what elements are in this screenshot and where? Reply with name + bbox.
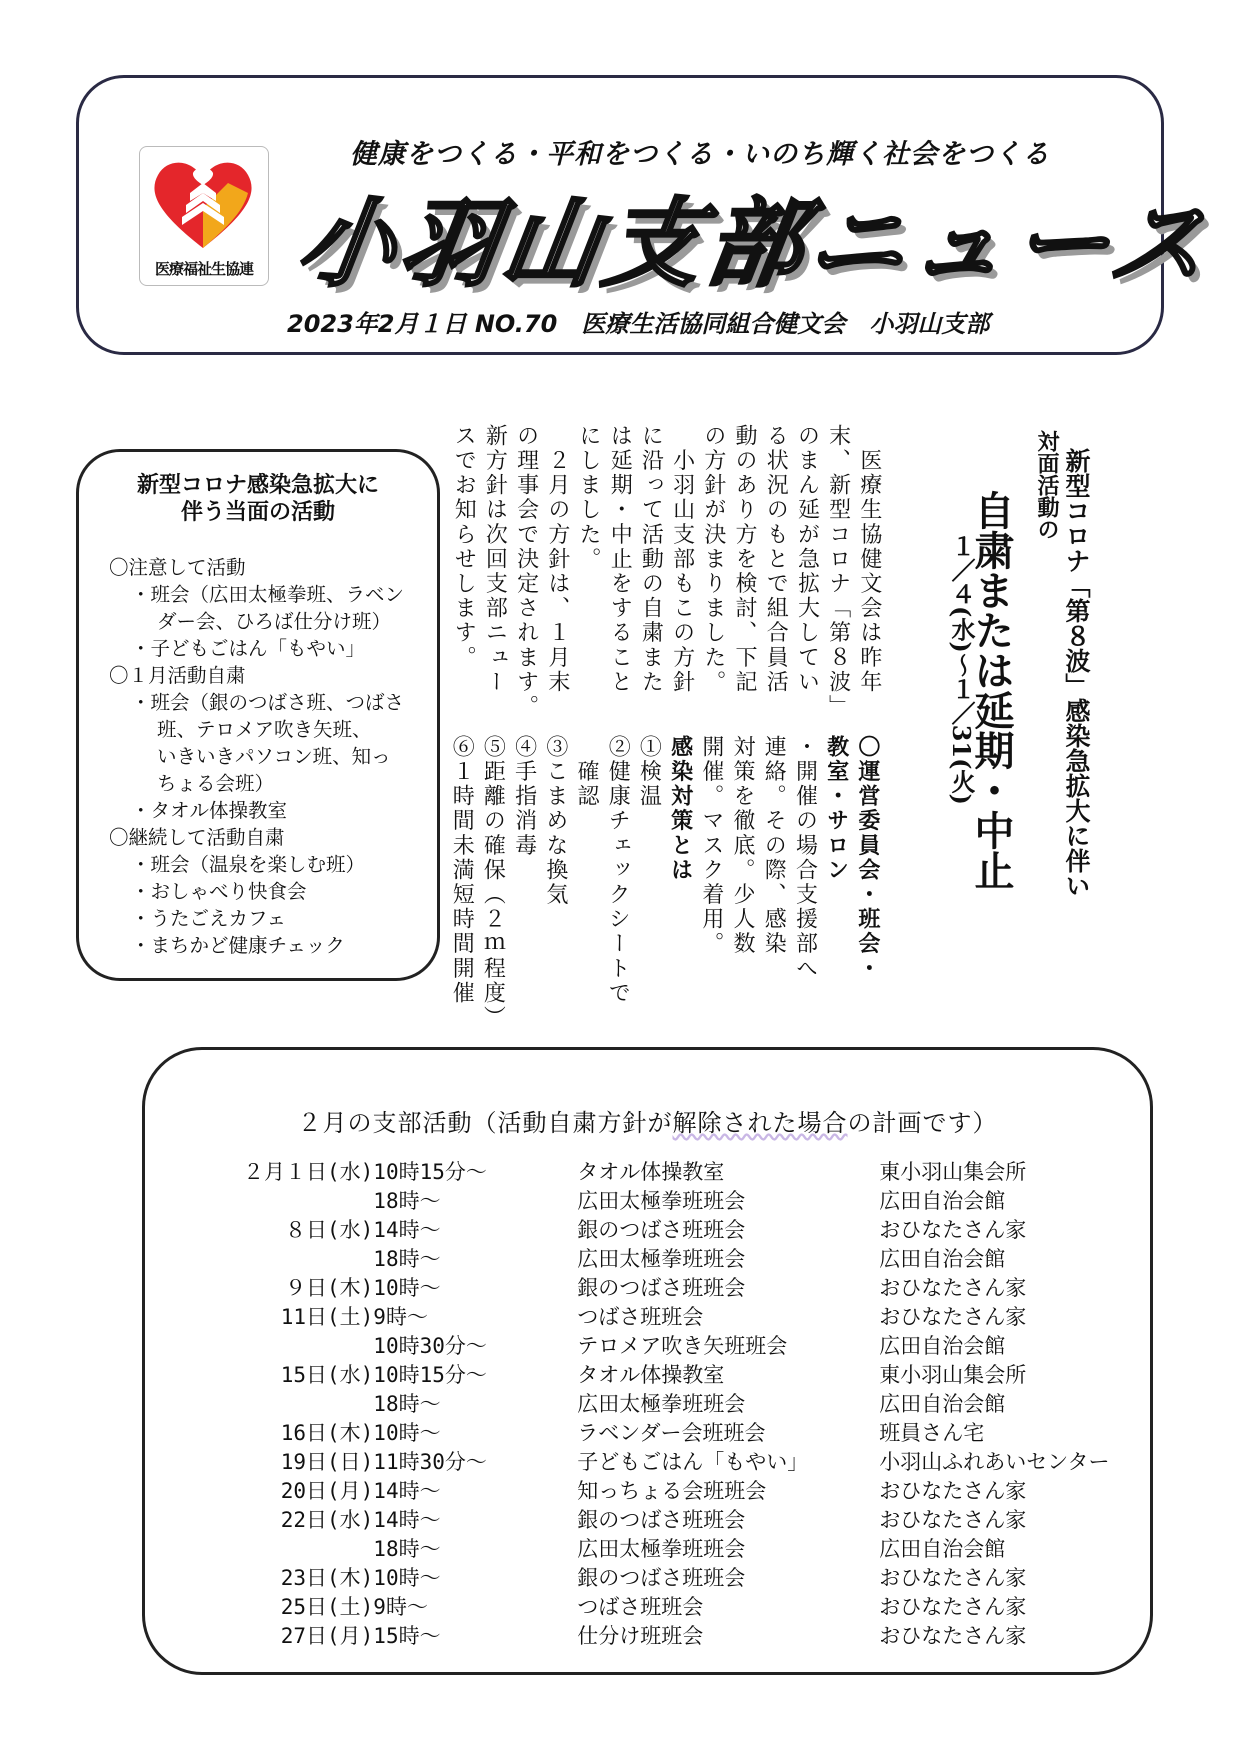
sidebar-list-item: ダー会、ひろば仕分け班） — [157, 610, 392, 633]
newsletter-title: 小羽山支部ニュース — [291, 188, 1221, 300]
schedule-date: 11日(土) — [280, 1305, 374, 1329]
body-line: 動のあり方を検討、下記 — [732, 424, 758, 695]
heart-hands-icon — [148, 153, 258, 253]
headline-sub: 対面活動の — [1034, 430, 1060, 540]
notes-line: ⑥１時間未満短時間開催 — [449, 735, 475, 1006]
schedule-title-underlined: 解除された場合 — [672, 1109, 848, 1137]
schedule-time: 18時～ — [373, 1189, 441, 1213]
coop-logo — [139, 146, 269, 286]
schedule-date: 22日(水) — [280, 1508, 374, 1532]
schedule-date: ９日(木) — [285, 1276, 374, 1300]
schedule-time: 9時～ — [373, 1305, 428, 1329]
schedule-title-post: の計画です） — [847, 1109, 998, 1137]
notes-line: ⑤距離の確保（２ｍ程度） — [480, 735, 506, 1031]
schedule-place: 広田自治会館 — [879, 1189, 1006, 1213]
schedule-time: 14時～ — [373, 1508, 441, 1532]
schedule-time: 10時15分～ — [373, 1363, 487, 1387]
infection-notes — [446, 735, 883, 1031]
schedule-row — [243, 1535, 1109, 1564]
sidebar-title-line2: 伴う当面の活動 — [180, 500, 335, 525]
schedule-date — [243, 1535, 373, 1564]
activity-status-box — [76, 449, 440, 981]
schedule-place: おひなたさん家 — [879, 1479, 1027, 1503]
body-line: る状況のもとで組合員活 — [763, 424, 789, 695]
schedule-activity: ラベンダー会班班会 — [577, 1421, 766, 1445]
headline-dates: １／４(水)～１／31(火) — [947, 534, 976, 805]
sidebar-list-item: ・まちかど健康チェック — [131, 934, 345, 957]
notes-line: ・開催の場合支援部へ — [792, 735, 818, 981]
schedule-activity: 広田太極拳班班会 — [577, 1247, 746, 1271]
schedule-date: 25日(土) — [280, 1595, 374, 1619]
schedule-date: 15日(水) — [280, 1363, 374, 1387]
schedule-place: おひなたさん家 — [879, 1595, 1027, 1619]
sidebar-title — [79, 472, 437, 526]
body-line: ２月の方針は、１月末 — [544, 424, 570, 695]
schedule-time: 10時～ — [373, 1566, 441, 1590]
notes-heading: 感染対策とは — [667, 735, 693, 883]
schedule-time: 10時～ — [373, 1276, 441, 1300]
schedule-date: ８日(水) — [285, 1218, 374, 1242]
notes-line: ④手指消毒 — [511, 735, 537, 858]
schedule-place: おひなたさん家 — [879, 1508, 1027, 1532]
schedule-activity: つばさ班班会 — [577, 1595, 704, 1619]
schedule-row — [243, 1593, 1109, 1622]
schedule-title-pre: ２月の支部活動（活動自粛方針が — [297, 1109, 673, 1137]
schedule-row — [243, 1158, 1109, 1187]
schedule-time: 10時30分～ — [373, 1334, 487, 1358]
body-line: に沿って活動の自粛また — [638, 424, 664, 695]
sidebar-title-line1: 新型コロナ感染急拡大に — [136, 473, 379, 498]
schedule-activity: つばさ班班会 — [577, 1305, 704, 1329]
schedule-activity: テロメア吹き矢班班会 — [577, 1334, 788, 1358]
schedule-activity: 仕分け班班会 — [577, 1624, 704, 1648]
sidebar-list-item: ・タオル体操教室 — [131, 799, 288, 822]
schedule-date — [243, 1390, 373, 1419]
schedule-table — [243, 1158, 1109, 1651]
schedule-row — [243, 1274, 1109, 1303]
notes-line: 連絡。その際、感染 — [761, 735, 787, 957]
schedule-place: 広田自治会館 — [879, 1247, 1006, 1271]
schedule-time: 14時～ — [373, 1479, 441, 1503]
schedule-place: おひなたさん家 — [879, 1566, 1027, 1590]
schedule-time: 15時～ — [373, 1624, 441, 1648]
schedule-row — [243, 1187, 1109, 1216]
sidebar-list-item: ・班会（温泉を楽しむ班） — [131, 853, 366, 876]
schedule-place: おひなたさん家 — [879, 1305, 1027, 1329]
notes-heading: 教室・サロン — [823, 735, 849, 883]
sidebar-list-item: ・班会（銀のつばさ班、つばさ — [131, 691, 405, 714]
schedule-row — [243, 1477, 1109, 1506]
schedule-date — [243, 1332, 373, 1361]
schedule-time: 18時～ — [373, 1537, 441, 1561]
body-line: は延期・中止をすること — [607, 424, 633, 695]
schedule-time: 10時～ — [373, 1421, 441, 1445]
schedule-activity: 銀のつばさ班班会 — [577, 1566, 746, 1590]
sidebar-list-item: ・うたごえカフェ — [131, 907, 287, 930]
schedule-date: 19日(日) — [280, 1450, 374, 1474]
body-line: 小羽山支部もこの方針 — [669, 424, 695, 695]
headline-emphasis: 自粛または延期・中止 — [968, 490, 1015, 890]
schedule-date: ２月１日(水) — [243, 1160, 374, 1184]
schedule-place: 広田自治会館 — [879, 1392, 1006, 1416]
body-line: の理事会で決定されます。 — [513, 424, 539, 720]
schedule-time: 11時30分～ — [373, 1450, 487, 1474]
issue-line: 2023年2月１日 NO.70 医療生活協同組合健文会 小羽山支部 — [287, 310, 990, 338]
schedule-activity: 広田太極拳班班会 — [577, 1537, 746, 1561]
schedule-row — [243, 1332, 1109, 1361]
schedule-activity: 子どもごはん「もやい」 — [577, 1450, 809, 1474]
schedule-row — [243, 1622, 1109, 1651]
schedule-box — [142, 1047, 1153, 1675]
sidebar-list-item: ちょる会班） — [157, 772, 275, 795]
headline-main: 新型コロナ「第８波」感染急拡大に伴い — [1062, 448, 1091, 898]
sidebar-list-item: ・班会（広田太極拳班、ラベン — [131, 583, 405, 606]
notes-line: ①検温 — [636, 735, 662, 809]
schedule-activity: 広田太極拳班班会 — [577, 1392, 746, 1416]
notes-line: ②健康チェックシートで — [605, 735, 631, 1006]
schedule-time: 9時～ — [373, 1595, 428, 1619]
body-line: 新方針は次回支部ニュー — [482, 424, 508, 695]
notes-line: 開催。マスク着用。 — [698, 735, 724, 957]
schedule-activity: タオル体操教室 — [577, 1363, 725, 1387]
schedule-row — [243, 1506, 1109, 1535]
schedule-activity: 広田太極拳班班会 — [577, 1189, 746, 1213]
notes-heading: 〇運営委員会・班会・ — [854, 735, 880, 981]
schedule-date: 20日(月) — [280, 1479, 374, 1503]
schedule-row — [243, 1419, 1109, 1448]
schedule-place: 東小羽山集会所 — [879, 1363, 1027, 1387]
sidebar-list-item: 〇継続して活動自粛 — [109, 826, 285, 849]
schedule-place: 班員さん宅 — [879, 1421, 985, 1445]
schedule-row — [243, 1361, 1109, 1390]
schedule-date — [243, 1245, 373, 1274]
schedule-place: 広田自治会館 — [879, 1537, 1006, 1561]
schedule-date — [243, 1187, 373, 1216]
schedule-time: 10時15分～ — [373, 1160, 487, 1184]
schedule-place: 小羽山ふれあいセンター — [879, 1450, 1110, 1474]
body-line: 医療生協健文会は昨年 — [856, 424, 882, 695]
body-line: 末、新型コロナ「第８波」 — [825, 424, 851, 720]
sidebar-list-item: 班、テロメア吹き矢班、 — [157, 718, 372, 741]
sidebar-list-item: いきいきパソコン班、知っ — [157, 745, 391, 768]
sidebar-list — [109, 554, 404, 959]
schedule-title — [145, 1103, 1150, 1138]
body-line: スでお知らせします。 — [451, 424, 477, 670]
schedule-place: おひなたさん家 — [879, 1276, 1027, 1300]
notes-line: 確認 — [574, 735, 600, 809]
schedule-date: 23日(木) — [280, 1566, 374, 1590]
schedule-activity: タオル体操教室 — [577, 1160, 725, 1184]
schedule-row — [243, 1564, 1109, 1593]
schedule-place: おひなたさん家 — [879, 1624, 1027, 1648]
body-line: にしました。 — [576, 424, 602, 572]
schedule-place: おひなたさん家 — [879, 1218, 1027, 1242]
sidebar-list-item: ・子どもごはん「もやい」 — [131, 637, 366, 660]
schedule-activity: 銀のつばさ班班会 — [577, 1508, 746, 1532]
schedule-row — [243, 1245, 1109, 1274]
tagline: 健康をつくる・平和をつくる・いのち輝く社会をつくる — [350, 139, 1050, 170]
schedule-activity: 知っちょる会班班会 — [577, 1479, 767, 1503]
schedule-row — [243, 1303, 1109, 1332]
schedule-time: 18時～ — [373, 1247, 441, 1271]
body-line: の方針が決まりました。 — [700, 424, 726, 695]
schedule-time: 18時～ — [373, 1392, 441, 1416]
schedule-row — [243, 1448, 1109, 1477]
schedule-time: 14時～ — [373, 1218, 441, 1242]
schedule-date: 16日(木) — [280, 1421, 374, 1445]
schedule-row — [243, 1216, 1109, 1245]
body-line: のまん延が急拡大してい — [794, 424, 820, 695]
logo-caption: 医療福祉生協連 — [154, 260, 253, 278]
notes-line: 対策を徹底。少人数 — [730, 735, 756, 957]
sidebar-list-item: ・おしゃべり快食会 — [131, 880, 307, 903]
schedule-place: 広田自治会館 — [879, 1334, 1006, 1358]
sidebar-list-item: 〇注意して活動 — [109, 556, 246, 579]
schedule-activity: 銀のつばさ班班会 — [577, 1276, 746, 1300]
schedule-place: 東小羽山集会所 — [879, 1160, 1027, 1184]
schedule-row — [243, 1390, 1109, 1419]
schedule-date: 27日(月) — [280, 1624, 374, 1648]
schedule-activity: 銀のつばさ班班会 — [577, 1218, 746, 1242]
sidebar-list-item: 〇１月活動自粛 — [109, 664, 246, 687]
notes-line: ③こまめな換気 — [542, 735, 568, 908]
